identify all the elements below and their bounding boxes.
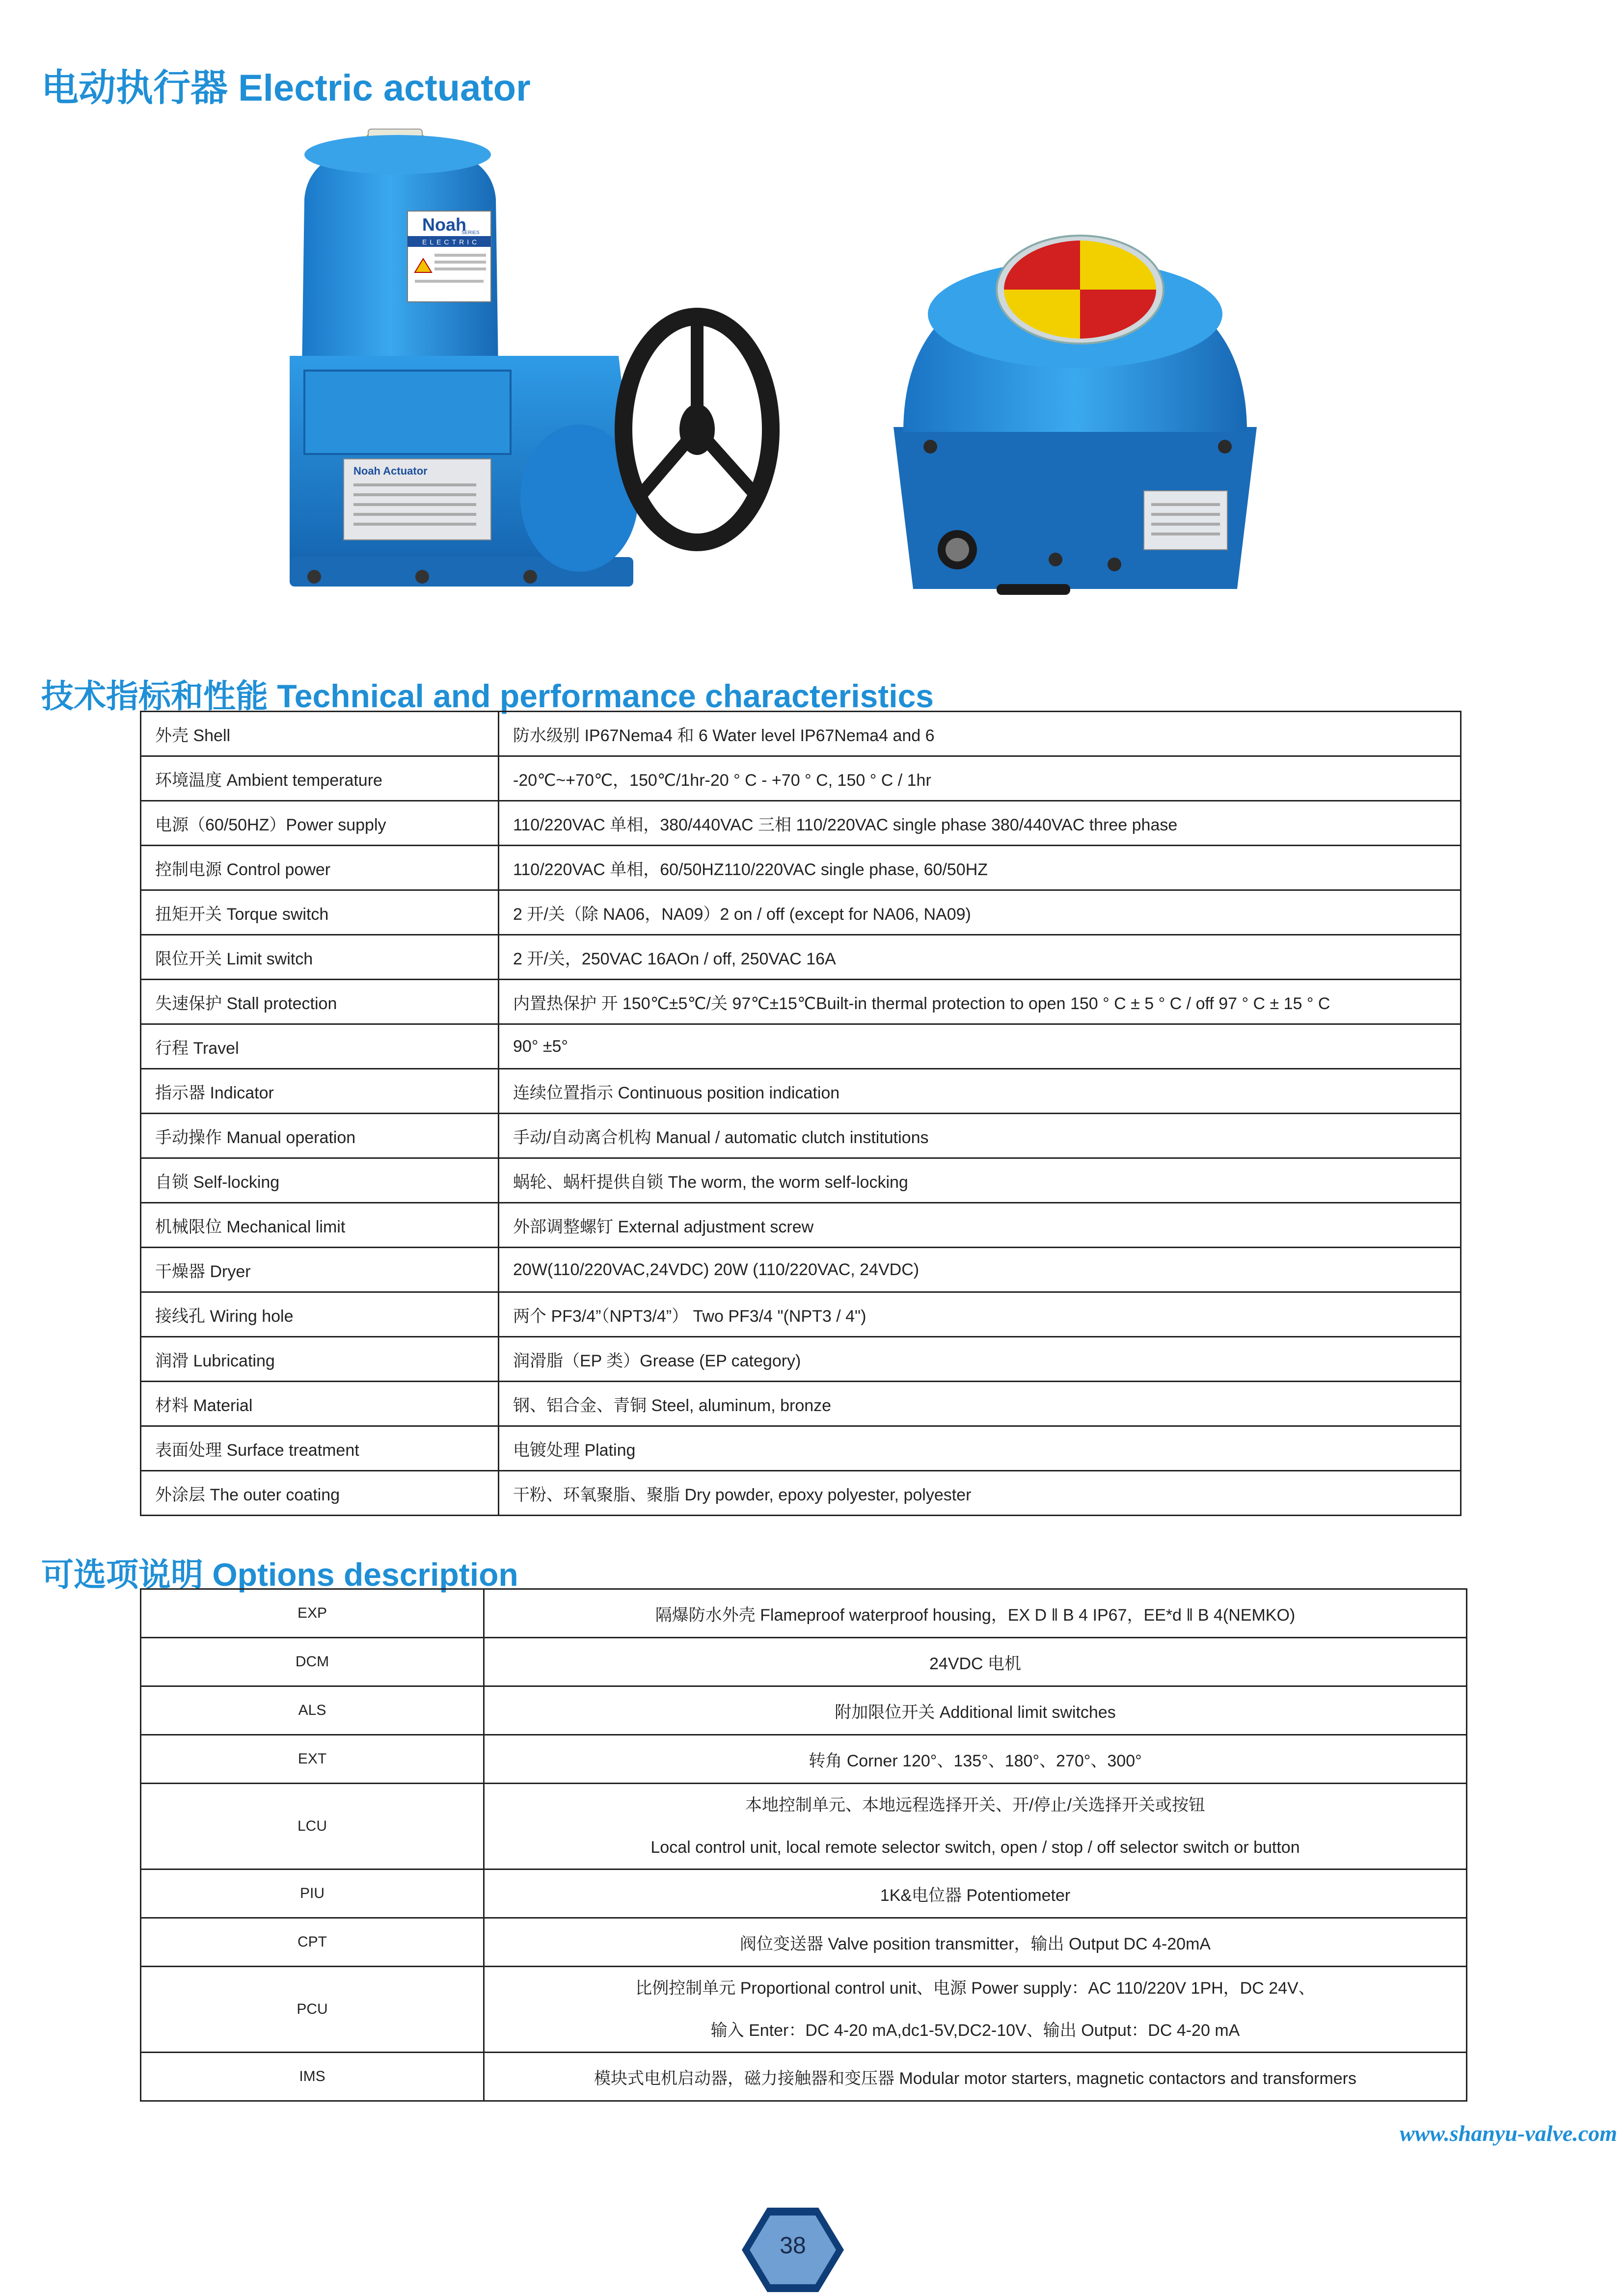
spec-row	[141, 712, 1461, 756]
nameplate-brand: Noah	[422, 214, 466, 235]
option-code: PIU	[141, 1869, 484, 1918]
spec-value: 电镀处理 Plating	[499, 1426, 1461, 1471]
option-description	[484, 1589, 1467, 1638]
spec-label: 限位开关 Limit switch	[141, 935, 499, 980]
option-row	[141, 1967, 1467, 2053]
position-indicator	[997, 236, 1164, 344]
spec-label: 扭矩开关 Torque switch	[141, 890, 499, 935]
spec-label: 表面处理 Surface treatment	[141, 1426, 499, 1471]
nameplate-type: ELECTRIC	[422, 238, 480, 246]
option-description-line: 比例控制单元 Proportional control unit、电源 Power supply：AC 110/220V 1PH，DC 24V、	[635, 1979, 1315, 1998]
spec-value: 连续位置指示 Continuous position indication	[499, 1069, 1461, 1114]
option-row	[141, 1638, 1467, 1686]
spec-label: 环境温度 Ambient temperature	[141, 756, 499, 801]
spec-value: 防水级别 IP67Nema4 和 6 Water level IP67Nema4 and 6	[499, 712, 1461, 756]
spec-value: 钢、铝合金、青铜 Steel, aluminum, bronze	[499, 1382, 1461, 1426]
spec-value: 20W(110/220VAC,24VDC) 20W (110/220VAC, 24VDC)	[499, 1248, 1461, 1292]
spec-row	[141, 1248, 1461, 1292]
option-description	[484, 2053, 1467, 2101]
actuator-with-handwheel-photo	[275, 125, 815, 655]
option-description-line: 阀位变送器 Valve position transmitter，输出 Output DC 4-20mA	[739, 1934, 1211, 1953]
options-table	[140, 1588, 1467, 2102]
spec-row	[141, 1382, 1461, 1426]
spec-label: 失速保护 Stall protection	[141, 980, 499, 1024]
spec-row	[141, 1114, 1461, 1158]
spec-label: 外涂层 The outer coating	[141, 1471, 499, 1516]
option-row	[141, 2053, 1467, 2101]
spec-label: 指示器 Indicator	[141, 1069, 499, 1114]
spec-row	[141, 1426, 1461, 1471]
option-description-line: 转角 Corner 120°、135°、180°、270°、300°	[809, 1751, 1142, 1770]
option-row	[141, 1589, 1467, 1638]
spec-row	[141, 980, 1461, 1024]
spec-label: 机械限位 Mechanical limit	[141, 1203, 499, 1248]
spec-label: 自锁 Self-locking	[141, 1158, 499, 1203]
spec-label: 控制电源 Control power	[141, 846, 499, 890]
spec-label: 外壳 Shell	[141, 712, 499, 756]
option-description	[484, 1735, 1467, 1784]
option-description-line: 24VDC 电机	[929, 1654, 1022, 1673]
spec-label: 行程 Travel	[141, 1024, 499, 1069]
nameplate	[407, 211, 491, 302]
spec-label: 手动操作 Manual operation	[141, 1114, 499, 1158]
spec-row	[141, 756, 1461, 801]
specification-table	[140, 711, 1462, 1516]
spec-label: 材料 Material	[141, 1382, 499, 1426]
option-description	[484, 1918, 1467, 1967]
spec-row	[141, 1158, 1461, 1203]
page-title: 电动执行器 Electric actuator	[41, 67, 531, 109]
option-row	[141, 1784, 1467, 1869]
option-description-line: 附加限位开关 Additional limit switches	[835, 1703, 1116, 1722]
option-description	[484, 1638, 1467, 1686]
spec-value: 90° ±5°	[499, 1024, 1461, 1069]
option-description-line: 输入 Enter：DC 4-20 mA,dc1-5V,DC2-10V、输出 Output：DC 4-20 mA	[710, 2021, 1240, 2040]
spec-row	[141, 846, 1461, 890]
spec-row	[141, 935, 1461, 980]
base-plate-brand: Noah Actuator	[353, 465, 428, 477]
spec-label: 干燥器 Dryer	[141, 1248, 499, 1292]
option-code: PCU	[141, 1967, 484, 2053]
spec-row	[141, 1292, 1461, 1337]
option-description-line: Local control unit, local remote selector switch, open / stop / off selector switch or button	[650, 1838, 1300, 1857]
spec-value: 110/220VAC 单相，60/50HZ110/220VAC single phase, 60/50HZ	[499, 846, 1461, 890]
spec-row	[141, 1203, 1461, 1248]
spec-row	[141, 1471, 1461, 1516]
option-row	[141, 1735, 1467, 1784]
spec-value: -20℃~+70℃，150℃/1hr-20 ° C - +70 ° C, 150 ° C / 1hr	[499, 756, 1461, 801]
spec-value: 外部调整螺钉 External adjustment screw	[499, 1203, 1461, 1248]
option-code: IMS	[141, 2053, 484, 2101]
spec-value: 润滑脂（EP 类）Grease (EP category)	[499, 1337, 1461, 1382]
spec-row	[141, 1337, 1461, 1382]
spec-row	[141, 890, 1461, 935]
option-description	[484, 1869, 1467, 1918]
nameplate-series: SERIES	[461, 230, 480, 236]
options-section-title: 可选项说明 Options description	[41, 1556, 518, 1593]
option-row	[141, 1918, 1467, 1967]
option-description-line: 模块式电机启动器，磁力接触器和变压器 Modular motor starters, magnetic contactors and transformers	[594, 2069, 1357, 2088]
spec-label: 接线孔 Wiring hole	[141, 1292, 499, 1337]
option-code: EXT	[141, 1735, 484, 1784]
option-code: LCU	[141, 1784, 484, 1869]
spec-label: 电源（60/50HZ）Power supply	[141, 801, 499, 846]
spec-value: 手动/自动离合机构 Manual / automatic clutch institutions	[499, 1114, 1461, 1158]
spec-value: 2 开/关（除 NA06，NA09）2 on / off (except for NA06, NA09)	[499, 890, 1461, 935]
spec-label: 润滑 Lubricating	[141, 1337, 499, 1382]
spec-value: 内置热保护 开 150℃±5℃/关 97℃±15℃Built-in thermal protection to open 150 ° C ± 5 ° C / off 97 ° C ± 15 ° C	[499, 980, 1461, 1024]
spec-value: 干粉、环氧聚脂、聚脂 Dry powder, epoxy polyester, polyester	[499, 1471, 1461, 1516]
option-description	[484, 1686, 1467, 1735]
spec-row	[141, 1069, 1461, 1114]
spec-row	[141, 801, 1461, 846]
website-url: www.shanyu-valve.com	[1400, 2121, 1617, 2146]
option-code: ALS	[141, 1686, 484, 1735]
option-row	[141, 1686, 1467, 1735]
page-number: 38	[780, 2233, 806, 2259]
spec-value: 两个 PF3/4”（NPT3/4”） Two PF3/4 "(NPT3 / 4")	[499, 1292, 1461, 1337]
technical-section-title: 技术指标和性能 Technical and performance characteristics	[41, 678, 934, 714]
option-code: DCM	[141, 1638, 484, 1686]
compact-actuator-photo	[884, 216, 1267, 618]
handwheel	[623, 317, 771, 542]
spec-row	[141, 1024, 1461, 1069]
option-code: CPT	[141, 1918, 484, 1967]
spec-value: 110/220VAC 单相，380/440VAC 三相 110/220VAC single phase 380/440VAC three phase	[499, 801, 1461, 846]
option-description-line: 本地控制单元、本地远程选择开关、开/停止/关选择开关或按钮	[745, 1796, 1205, 1815]
option-description	[484, 1967, 1467, 2053]
spec-value: 2 开/关，250VAC 16AOn / off, 250VAC 16A	[499, 935, 1461, 980]
option-code: EXP	[141, 1589, 484, 1638]
option-description-line: 1K&电位器 Potentiometer	[880, 1886, 1071, 1905]
option-description	[484, 1784, 1467, 1869]
spec-value: 蜗轮、蜗杆提供自锁 The worm, the worm self-locking	[499, 1158, 1461, 1203]
option-row	[141, 1869, 1467, 1918]
option-description-line: 隔爆防水外壳 Flameproof waterproof housing，EX D ‖ B 4 IP67，EE*d ‖ B 4(NEMKO)	[655, 1605, 1296, 1625]
